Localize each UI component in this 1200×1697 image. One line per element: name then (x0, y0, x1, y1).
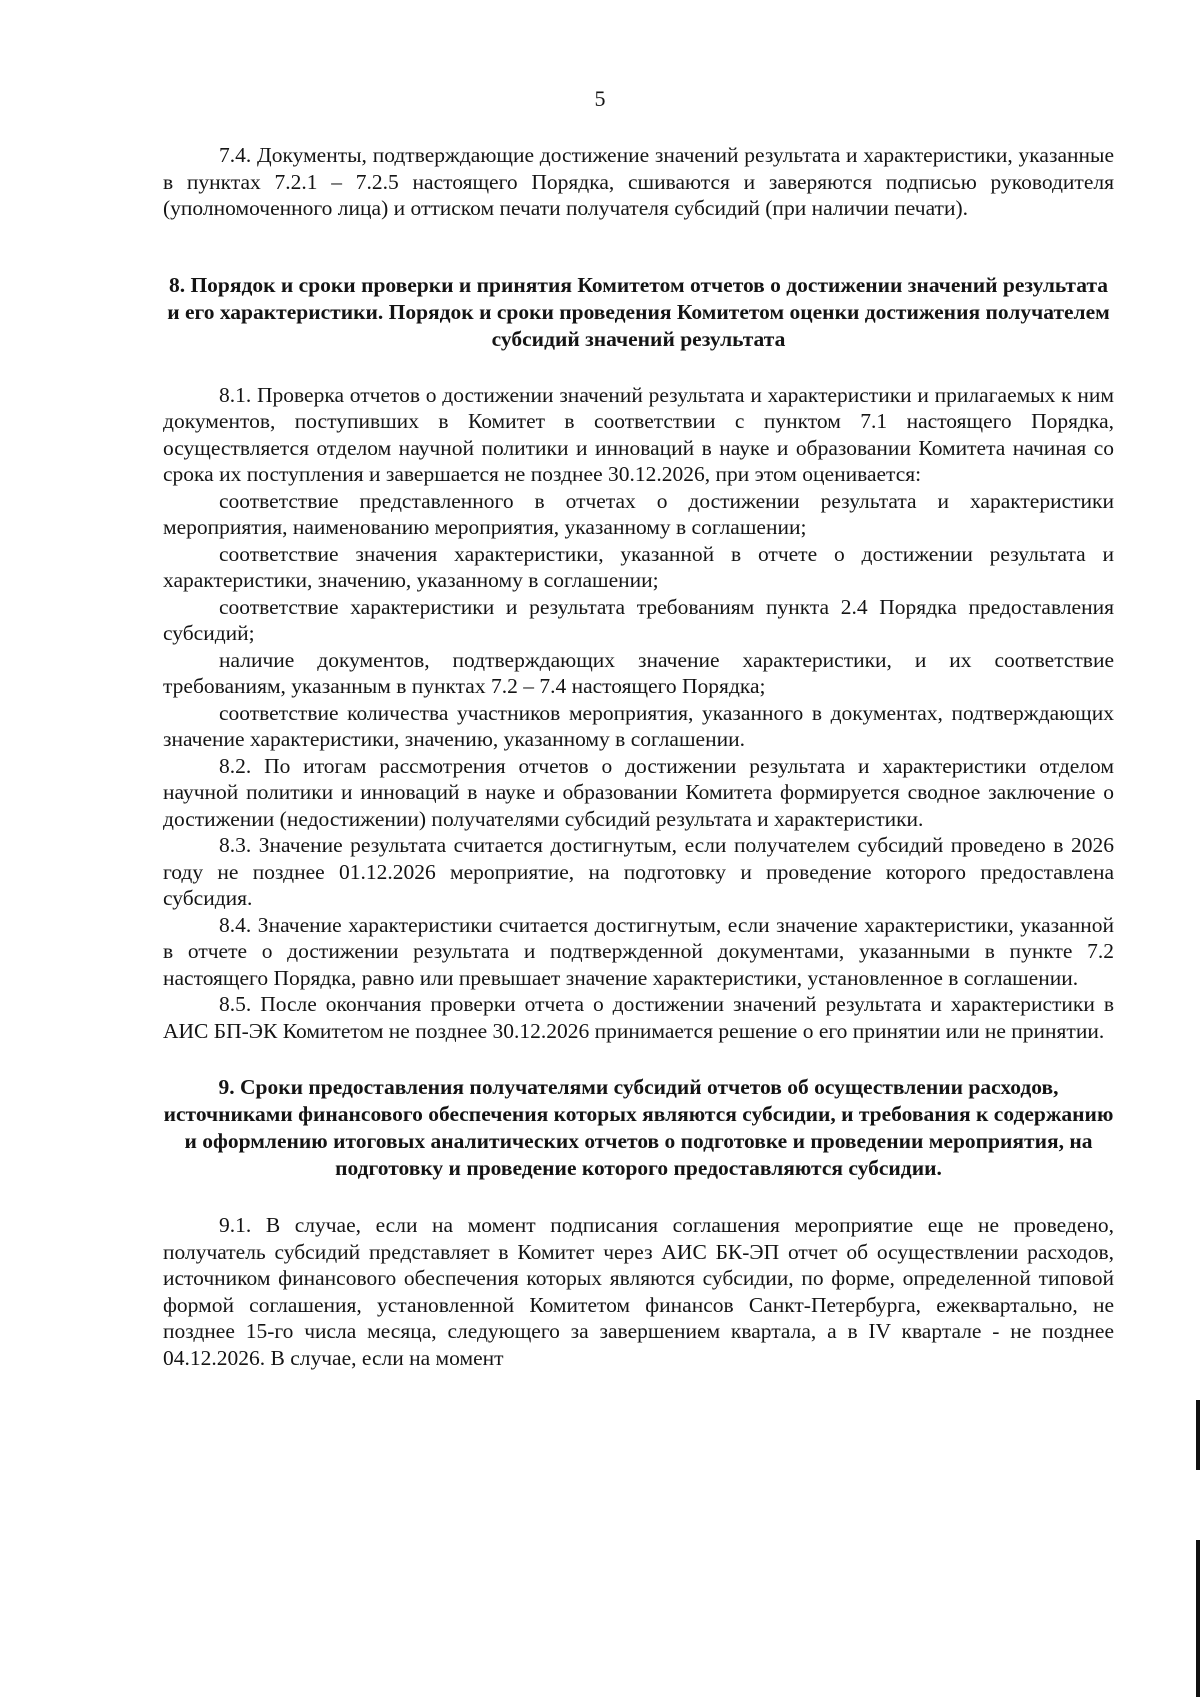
section-9-body (163, 1212, 1114, 1371)
paragraph-7-4: 7.4. Документы, подтверждающие достижение значений результата и характеристики, указанные в пунктах 7.2.1 – 7.2.5 настоящего Порядка, сшиваются и заверяются подписью руководителя (уполномоченного лица) и оттиском печати получателя субсидий (при наличии печати). (163, 143, 1114, 220)
paragraph-8-4: 8.4. Значение характеристики считается достигнутым, если значение характеристики, указанной в отчете о достижении результата и подтвержденной документами, указанными в пункте 7.2 настоящего Порядка, равно или превышает значение характеристики, установленное в соглашении. (163, 912, 1114, 990)
criteria-item: соответствие количества участников мероприятия, указанного в документах, подтверждающих значение характеристики, значению, указанному в соглашении. (163, 700, 1114, 751)
criteria-item: соответствие представленного в отчетах о достижении результата и характеристики мероприятия, наименованию мероприятия, указанному в соглашении; (163, 488, 1114, 539)
paragraph-8-5: 8.5. После окончания проверки отчета о достижении значений результата и характеристики в АИС БП-ЭК Комитетом не позднее 30.12.2026 принимается решение о его принятии или не принятии. (163, 992, 1114, 1043)
paragraph-8-1: 8.1. Проверка отчетов о достижении значений результата и характеристики и прилагаемых к ним документов, поступивших в Комитет в соответствии с пунктом 7.1 настоящего Порядка, осуществляется отделом научной политики и инноваций в науке и образовании Комитета начиная со срока их поступления и завершается не позднее 30.12.2026, при этом оценивается: (163, 382, 1114, 486)
scan-edge-mark (1196, 1540, 1200, 1697)
section-9-heading: 9. Сроки предоставления получателями субсидий отчетов об осуществлении расходов, источниками финансового обеспечения которых являются субсидии, и требования к содержанию и оформлению итоговых аналитических отчетов о подготовке и проведении мероприятия, на подготовку и проведение которого предоставляются субсидии. (163, 1075, 1114, 1180)
section-8-heading-block (163, 272, 1114, 353)
paragraph-8-2: 8.2. По итогам рассмотрения отчетов о достижении результата и характеристики отделом научной политики и инноваций в науке и образовании Комитета формируется сводное заключение о достижении (недостижении) получателями субсидий результата и характеристики. (163, 753, 1114, 831)
paragraph-9-1: 9.1. В случае, если на момент подписания соглашения мероприятие еще не проведено, получатель субсидий представляет в Комитет через АИС БК-ЭП отчет об осуществлении расходов, источником финансового обеспечения которых являются субсидии, по форме, определенной типовой формой соглашения, установленной Комитетом финансов Санкт-Петербурга, ежеквартально, не позднее 15-го числа месяца, следующего за завершением квартала, а в IV квартале - не позднее 04.12.2026. В случае, если на момент (163, 1213, 1114, 1370)
section-8-heading: 8. Порядок и сроки проверки и принятия Комитетом отчетов о достижении значений результата и его характеристики. Порядок и сроки проведения Комитетом оценки достижения получателем субсидий значений результата (167, 272, 1110, 351)
section-9-heading-block (163, 1074, 1114, 1182)
paragraph-8-3: 8.3. Значение результата считается достигнутым, если получателем субсидий проведено в 2026 году не позднее 01.12.2026 мероприятие, на подготовку и проведение которого предоставлена субсидия. (163, 833, 1114, 910)
criteria-item: соответствие значения характеристики, указанной в отчете о достижении результата и характеристики, значению, указанному в соглашении; (163, 541, 1114, 592)
scan-edge-mark (1196, 1400, 1200, 1470)
criteria-item: соответствие характеристики и результата требованиям пункта 2.4 Порядка предоставления субсидий; (163, 594, 1114, 645)
document-body (163, 142, 1114, 1371)
page-number: 5 (594, 86, 606, 111)
section-8-body (163, 382, 1114, 1045)
criteria-item: наличие документов, подтверждающих значение характеристики, и их соответствие требованиям, указанным в пунктах 7.2 – 7.4 настоящего Порядка; (163, 647, 1114, 698)
